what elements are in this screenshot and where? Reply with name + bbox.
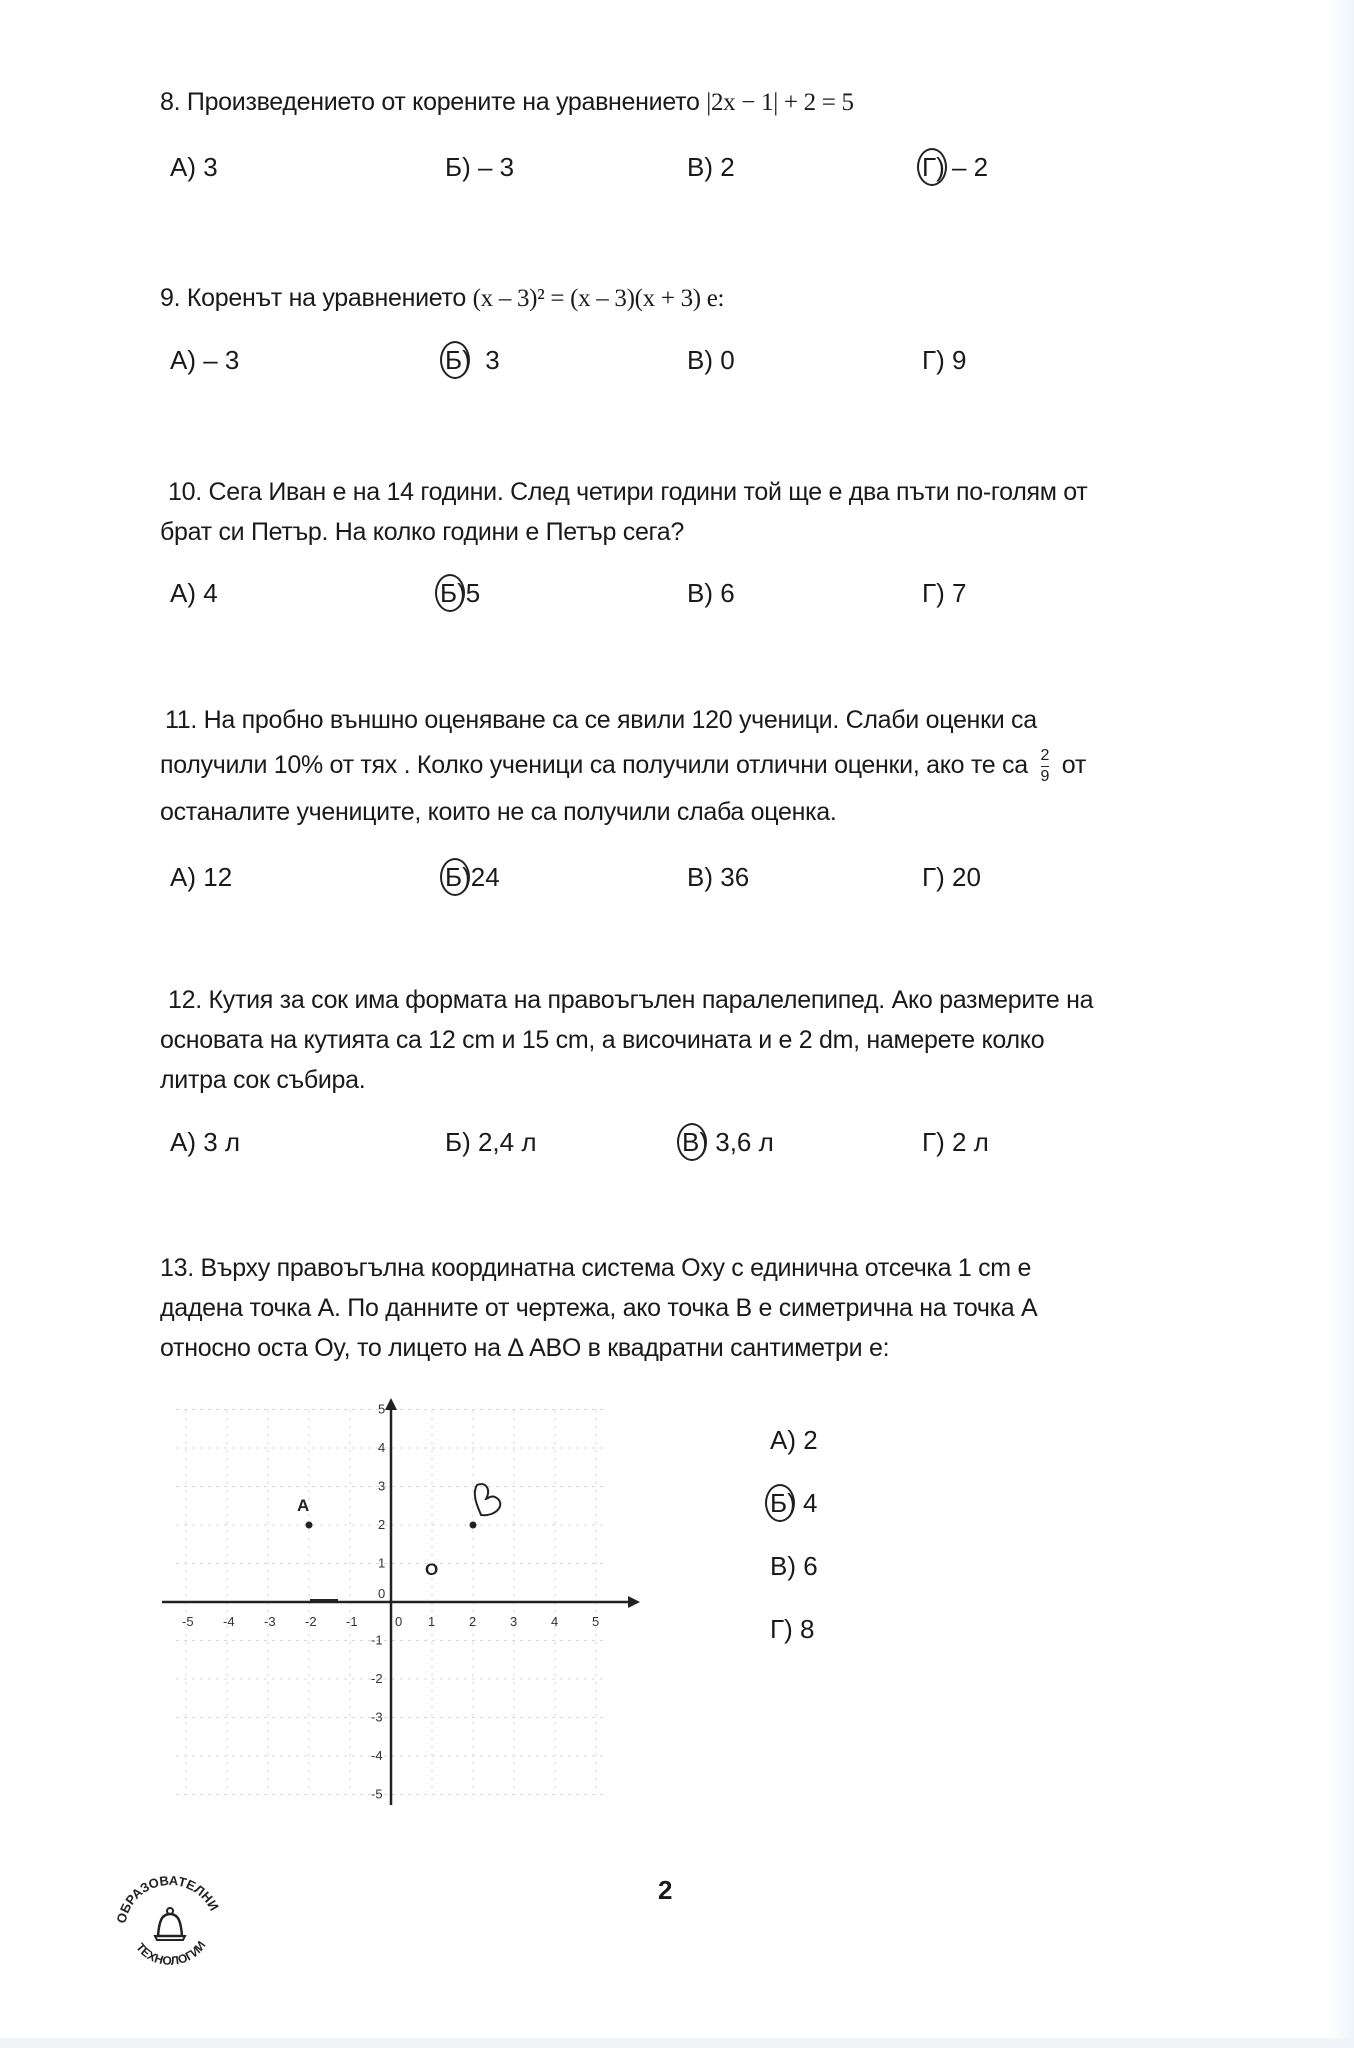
option-v[interactable]: В) 6 — [687, 578, 735, 608]
option-b-selected[interactable]: Б) 4 — [770, 1488, 818, 1518]
question-12 — [168, 980, 1228, 1021]
option-b[interactable]: Б) – 3 — [445, 152, 515, 182]
x-tick-label: -4 — [223, 1614, 235, 1629]
option-b[interactable]: Б) 2,4 л — [445, 1127, 537, 1157]
question-text-line: литра сок събира. — [160, 1066, 366, 1094]
option-v[interactable]: В) 0 — [687, 345, 735, 375]
question-13-line3 — [160, 1328, 1220, 1369]
option-b-selected[interactable]: Б)24 — [445, 862, 500, 892]
y-tick-label: 3 — [378, 1478, 386, 1494]
axes — [162, 1398, 640, 1805]
x-tick-label: 5 — [592, 1614, 600, 1629]
option-g[interactable]: Г) 9 — [922, 345, 967, 375]
question-11-line3 — [160, 792, 1220, 833]
options-q12 — [170, 1127, 1070, 1167]
x-tick-label: 3 — [510, 1614, 518, 1629]
y-tick-label: -1 — [371, 1632, 383, 1648]
y-tick-label: 1 — [378, 1555, 386, 1571]
fraction: $\frac{2}{9}$ — [1040, 746, 1050, 785]
question-text-line: останалите учениците, които не са получили слаба оценка. — [160, 798, 837, 826]
y-tick-label: 2 — [378, 1517, 386, 1532]
x-tick-label: -2 — [305, 1614, 317, 1629]
x-tick-label: 0 — [395, 1614, 403, 1629]
option-g-selected[interactable]: Г) – 2 — [922, 152, 989, 182]
question-text-line: получили 10% от тях . Колко ученици са получили отлични оценки, ако те са — [160, 751, 1028, 779]
question-11 — [165, 700, 1225, 741]
question-11-line2: получили 10% от тях . Колко ученици са получили отлични оценки, ако те са $\frac{2}{9}$ от — [160, 746, 1086, 785]
option-g[interactable]: Г) 7 — [922, 578, 967, 608]
y-tick-label: -5 — [371, 1786, 383, 1802]
x-tick-label: 2 — [469, 1614, 477, 1629]
coordinate-graph — [150, 1390, 650, 1810]
options-q11 — [170, 862, 1070, 902]
equation: |2x − 1| + 2 = 5 — [706, 89, 854, 116]
question-9 — [160, 278, 1220, 319]
question-text: Коренът на уравнението — [186, 284, 466, 312]
question-13-line2 — [160, 1288, 1220, 1329]
question-8 — [160, 82, 1220, 123]
x-tick-label: -1 — [346, 1614, 358, 1629]
y-tick-label: -2 — [371, 1671, 383, 1686]
point-a — [306, 1522, 313, 1529]
options-q9 — [170, 345, 1070, 385]
question-text-line: основата на кутията са 12 cm и 15 cm, а височината и е 2 dm, намерете колко — [160, 1026, 1045, 1054]
question-text: Произведението от корените на уравнението — [186, 88, 700, 116]
question-number: 11. — [165, 706, 197, 734]
option-a[interactable]: А) 3 — [170, 152, 218, 182]
option-a[interactable]: А) 4 — [170, 578, 218, 608]
question-number: 10. — [168, 478, 202, 506]
x-tick-label: 1 — [428, 1614, 436, 1629]
option-g[interactable]: Г) 20 — [922, 862, 981, 892]
question-12-line3 — [160, 1060, 1220, 1101]
y-tick-label: 4 — [378, 1440, 386, 1455]
options-q10 — [170, 578, 1070, 618]
publisher-logo — [110, 1870, 230, 1980]
option-a[interactable]: А) 2 — [770, 1425, 818, 1455]
x-tick-label: -3 — [264, 1614, 276, 1629]
scan-edge-bottom — [0, 2038, 1354, 2048]
scan-edge — [1330, 0, 1354, 2048]
option-g[interactable]: Г) 2 л — [922, 1127, 989, 1157]
question-number: 9. — [160, 284, 181, 312]
question-text-line: Върху правоъгълна координатна система Oxy с единична отсечка 1 cm е — [200, 1254, 1032, 1282]
point-b — [470, 1522, 477, 1529]
question-text-line: Кутия за сок има формата на правоъгълен паралелепипед. Ако размерите на — [208, 986, 1094, 1014]
question-text-line: дадена точка А. По данните от чертежа, ако точка В е симетрична на точка А — [160, 1294, 1038, 1322]
question-text-line: Сега Иван е на 14 години. След четири години той ще е два пъти по-голям от — [208, 478, 1088, 506]
y-tick-label: -4 — [371, 1748, 383, 1763]
option-g[interactable]: Г) 8 — [770, 1614, 815, 1644]
option-a[interactable]: А) 12 — [170, 862, 233, 892]
option-b-selected[interactable]: Б) 3 — [445, 345, 500, 375]
point-b-handwritten-label — [475, 1484, 500, 1515]
question-number: 8. — [160, 88, 181, 116]
bell-icon — [155, 1908, 185, 1940]
x-tick-label: 4 — [551, 1614, 559, 1629]
question-13 — [160, 1248, 1220, 1289]
y-tick-label: -3 — [371, 1709, 383, 1725]
question-text-line: брат си Петър. На колко години е Петър сега? — [160, 518, 685, 546]
page-number: 2 — [658, 1875, 673, 1905]
y-tick-label: 0 — [378, 1586, 386, 1601]
points — [297, 1484, 500, 1528]
option-v[interactable]: В) 6 — [770, 1551, 818, 1581]
origin-label: O — [425, 1560, 439, 1579]
question-number: 13. — [160, 1254, 194, 1282]
option-a[interactable]: А) 3 л — [170, 1127, 241, 1157]
question-text-line: относно оста Oy, то лицето на Δ ABO в квадратни сантиметри е: — [160, 1334, 890, 1362]
x-tick-label: -5 — [182, 1614, 194, 1629]
question-10-cont — [160, 512, 1220, 553]
option-a[interactable]: А) – 3 — [170, 345, 240, 375]
option-b-selected[interactable]: Б)5 — [440, 578, 481, 608]
svg-text:ТЕХНОЛОГИИ: ТЕХНОЛОГИИ — [133, 1938, 209, 1968]
question-12-line2 — [160, 1020, 1220, 1061]
option-v[interactable]: В) 2 — [687, 152, 735, 182]
x-axis-arrow-icon — [628, 1596, 640, 1608]
y-axis-arrow-icon — [385, 1398, 397, 1410]
options-q8 — [170, 152, 1070, 192]
point-a-label: A — [297, 1496, 310, 1515]
question-10 — [168, 472, 1228, 513]
option-v[interactable]: В) 36 — [687, 862, 750, 892]
option-v-selected[interactable]: В) 3,6 л — [682, 1127, 774, 1157]
question-number: 12. — [168, 986, 202, 1014]
y-tick-label: 5 — [378, 1401, 386, 1417]
question-text-line: На пробно външно оценяване са се явили 120 ученици. Слаби оценки са — [203, 706, 1037, 734]
svg-text:ОБРАЗОВАТЕЛНИ: ОБРАЗОВАТЕЛНИ — [113, 1872, 222, 1925]
equation: (x – 3)² = (x – 3)(x + 3) е: — [472, 285, 725, 312]
